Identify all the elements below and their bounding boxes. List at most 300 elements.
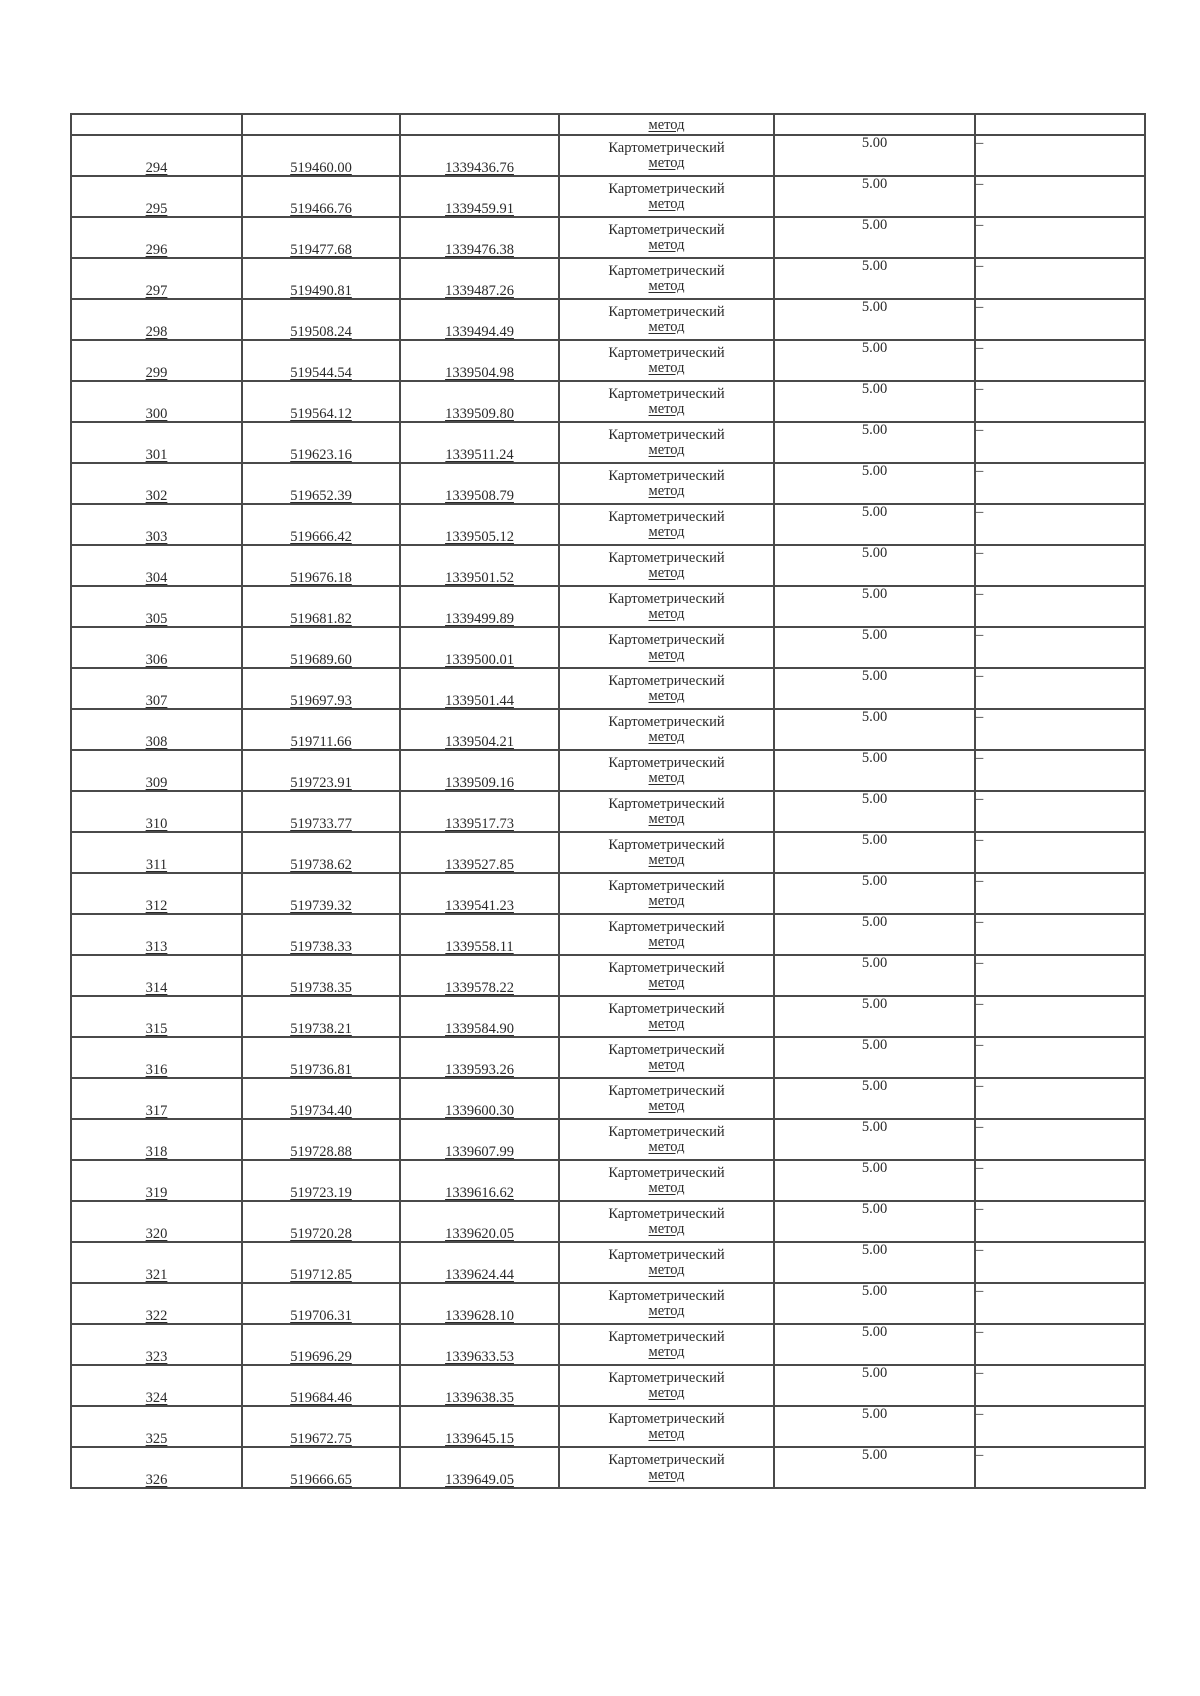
- method-line-1: Картометрический: [608, 427, 725, 443]
- method-cell: [559, 1119, 774, 1160]
- point-number-cell: [71, 545, 242, 586]
- table-row: [71, 1324, 1145, 1365]
- table-body: [71, 114, 1145, 1488]
- x-coordinate-cell: [242, 1119, 400, 1160]
- method-line-1: Картометрический: [608, 837, 725, 853]
- point-number-cell: [71, 832, 242, 873]
- precision-value: 5.00: [861, 422, 888, 438]
- point-number: 318: [145, 1143, 168, 1160]
- x-coordinate-cell: [242, 381, 400, 422]
- table-row: [71, 709, 1145, 750]
- y-coordinate-cell: [400, 791, 559, 832]
- precision-value: 5.00: [861, 668, 888, 684]
- description-cell: [975, 750, 1145, 791]
- y-coordinate: 1339501.44: [445, 692, 514, 709]
- point-number: 297: [145, 282, 168, 299]
- method-line-2: метод: [648, 933, 685, 950]
- x-coordinate: 519460.00: [290, 159, 352, 176]
- x-coordinate-cell: [242, 750, 400, 791]
- precision-cell: [774, 1119, 975, 1160]
- x-coordinate: 519738.33: [290, 938, 352, 955]
- x-coordinate: 519711.66: [290, 733, 352, 750]
- table-row: [71, 627, 1145, 668]
- point-number: 304: [145, 569, 168, 586]
- x-coordinate-cell: [242, 1078, 400, 1119]
- description-cell: [975, 996, 1145, 1037]
- point-number: 294: [145, 159, 168, 176]
- y-coordinate-cell: [400, 135, 559, 176]
- x-coordinate: 519696.29: [290, 1348, 352, 1365]
- description-value: –: [976, 1160, 984, 1176]
- description-value: –: [976, 996, 984, 1012]
- point-number-cell: [71, 586, 242, 627]
- point-number-cell: [71, 627, 242, 668]
- method-line-1: Картометрический: [608, 181, 725, 197]
- y-coordinate: 1339487.26: [445, 282, 514, 299]
- precision-value: 5.00: [861, 1201, 888, 1217]
- description-cell: [975, 709, 1145, 750]
- description-cell: [975, 1037, 1145, 1078]
- method-cell: [559, 1447, 774, 1488]
- precision-cell: [774, 1447, 975, 1488]
- method-line-2: метод: [648, 482, 685, 499]
- point-number-cell: [71, 217, 242, 258]
- method-line-1: Картометрический: [608, 1083, 725, 1099]
- point-number-cell: [71, 299, 242, 340]
- empty-cell: [242, 114, 400, 135]
- y-coordinate: 1339494.49: [445, 323, 514, 340]
- x-coordinate: 519466.76: [290, 200, 352, 217]
- method-line-1: Картометрический: [608, 714, 725, 730]
- x-coordinate: 519490.81: [290, 282, 352, 299]
- description-value: –: [976, 1078, 984, 1094]
- method-line-2: метод: [648, 1056, 685, 1073]
- description-value: –: [976, 955, 984, 971]
- y-coordinate: 1339593.26: [445, 1061, 514, 1078]
- description-value: –: [976, 217, 984, 233]
- y-coordinate: 1339541.23: [445, 897, 514, 914]
- precision-value: 5.00: [861, 1037, 888, 1053]
- precision-cell: [774, 709, 975, 750]
- point-number-cell: [71, 873, 242, 914]
- point-number-cell: [71, 1037, 242, 1078]
- x-coordinate-cell: [242, 217, 400, 258]
- description-cell: [975, 1078, 1145, 1119]
- method-line-1: Картометрический: [608, 550, 725, 566]
- method-cell: [559, 545, 774, 586]
- method-cell: [559, 135, 774, 176]
- table-row: [71, 1447, 1145, 1488]
- table-row: [71, 1160, 1145, 1201]
- precision-cell: [774, 914, 975, 955]
- method-cell: [559, 914, 774, 955]
- description-value: –: [976, 299, 984, 315]
- x-coordinate: 519564.12: [290, 405, 352, 422]
- x-coordinate-cell: [242, 299, 400, 340]
- x-coordinate: 519672.75: [290, 1430, 352, 1447]
- precision-value: 5.00: [861, 1365, 888, 1381]
- method-line-2: метод: [648, 564, 685, 581]
- point-number: 308: [145, 733, 168, 750]
- description-cell: [975, 955, 1145, 996]
- table-row: [71, 873, 1145, 914]
- method-line-2: метод: [648, 1261, 685, 1278]
- method-line-2: метод: [648, 892, 685, 909]
- empty-cell: [71, 114, 242, 135]
- y-coordinate: 1339499.89: [445, 610, 514, 627]
- method-cell: [559, 1242, 774, 1283]
- y-coordinate-cell: [400, 545, 559, 586]
- description-cell: [975, 791, 1145, 832]
- precision-cell: [774, 1160, 975, 1201]
- description-cell: [975, 422, 1145, 463]
- precision-value: 5.00: [861, 545, 888, 561]
- description-cell: [975, 176, 1145, 217]
- precision-cell: [774, 873, 975, 914]
- x-coordinate-cell: [242, 791, 400, 832]
- method-cell: [559, 750, 774, 791]
- y-coordinate-cell: [400, 832, 559, 873]
- point-number-cell: [71, 463, 242, 504]
- point-number-cell: [71, 1119, 242, 1160]
- precision-value: 5.00: [861, 873, 888, 889]
- point-number: 298: [145, 323, 168, 340]
- method-cell: [559, 381, 774, 422]
- point-number-cell: [71, 955, 242, 996]
- description-cell: [975, 381, 1145, 422]
- y-coordinate-cell: [400, 1283, 559, 1324]
- method-cell: [559, 832, 774, 873]
- precision-cell: [774, 1406, 975, 1447]
- precision-value: 5.00: [861, 135, 888, 151]
- description-cell: [975, 463, 1145, 504]
- method-line-2: метод: [648, 236, 685, 253]
- precision-cell: [774, 1365, 975, 1406]
- x-coordinate-cell: [242, 258, 400, 299]
- method-cell: [559, 955, 774, 996]
- point-number-cell: [71, 381, 242, 422]
- x-coordinate: 519684.46: [290, 1389, 352, 1406]
- y-coordinate-cell: [400, 1365, 559, 1406]
- description-cell: [975, 1283, 1145, 1324]
- y-coordinate: 1339558.11: [445, 938, 514, 955]
- continuation-row: [71, 114, 1145, 135]
- method-line-2: метод: [648, 1384, 685, 1401]
- x-coordinate: 519738.62: [290, 856, 352, 873]
- x-coordinate-cell: [242, 586, 400, 627]
- precision-cell: [774, 258, 975, 299]
- point-number-cell: [71, 176, 242, 217]
- y-coordinate-cell: [400, 1160, 559, 1201]
- y-coordinate-cell: [400, 340, 559, 381]
- point-number: 326: [145, 1471, 168, 1488]
- method-cell: [559, 463, 774, 504]
- precision-cell: [774, 668, 975, 709]
- description-value: –: [976, 914, 984, 930]
- table-row: [71, 381, 1145, 422]
- x-coordinate: 519689.60: [290, 651, 352, 668]
- y-coordinate: 1339509.80: [445, 405, 514, 422]
- x-coordinate: 519681.82: [290, 610, 352, 627]
- description-value: –: [976, 873, 984, 889]
- description-value: –: [976, 176, 984, 192]
- precision-cell: [774, 791, 975, 832]
- point-number: 320: [145, 1225, 168, 1242]
- y-coordinate-cell: [400, 873, 559, 914]
- table-row: [71, 1078, 1145, 1119]
- point-number-cell: [71, 1160, 242, 1201]
- y-coordinate-cell: [400, 709, 559, 750]
- precision-cell: [774, 627, 975, 668]
- description-cell: [975, 1242, 1145, 1283]
- method-line-1: Картометрический: [608, 1206, 725, 1222]
- x-coordinate: 519728.88: [290, 1143, 352, 1160]
- x-coordinate-cell: [242, 1201, 400, 1242]
- y-coordinate: 1339638.35: [445, 1389, 514, 1406]
- table-row: [71, 135, 1145, 176]
- method-line-1: Картометрический: [608, 673, 725, 689]
- point-number: 323: [145, 1348, 168, 1365]
- description-cell: [975, 873, 1145, 914]
- y-coordinate-cell: [400, 750, 559, 791]
- y-coordinate: 1339500.01: [445, 651, 514, 668]
- method-line-1: Картометрический: [608, 632, 725, 648]
- y-coordinate-cell: [400, 1242, 559, 1283]
- precision-cell: [774, 750, 975, 791]
- x-coordinate: 519508.24: [290, 323, 352, 340]
- method-line-2: метод: [648, 277, 685, 294]
- y-coordinate: 1339584.90: [445, 1020, 514, 1037]
- y-coordinate: 1339620.05: [445, 1225, 514, 1242]
- x-coordinate-cell: [242, 1242, 400, 1283]
- precision-cell: [774, 955, 975, 996]
- precision-value: 5.00: [861, 176, 888, 192]
- precision-cell: [774, 135, 975, 176]
- y-coordinate: 1339505.12: [445, 528, 514, 545]
- table-row: [71, 586, 1145, 627]
- precision-value: 5.00: [861, 996, 888, 1012]
- x-coordinate-cell: [242, 1160, 400, 1201]
- precision-cell: [774, 586, 975, 627]
- description-cell: [975, 504, 1145, 545]
- y-coordinate: 1339459.91: [445, 200, 514, 217]
- method-cell: [559, 1160, 774, 1201]
- method-line-1: Картометрический: [608, 755, 725, 771]
- coordinates-table: [70, 113, 1146, 1489]
- y-coordinate-cell: [400, 914, 559, 955]
- precision-value: 5.00: [861, 1324, 888, 1340]
- point-number-cell: [71, 1242, 242, 1283]
- method-line-2: метод: [648, 1179, 685, 1196]
- description-value: –: [976, 1119, 984, 1135]
- description-value: –: [976, 1242, 984, 1258]
- point-number: 312: [145, 897, 168, 914]
- method-line-2: метод: [648, 359, 685, 376]
- description-value: –: [976, 1201, 984, 1217]
- precision-value: 5.00: [861, 627, 888, 643]
- precision-cell: [774, 217, 975, 258]
- method-line-2: метод: [648, 1466, 685, 1483]
- method-line-1: Картометрический: [608, 1001, 725, 1017]
- description-cell: [975, 1324, 1145, 1365]
- method-cell: [559, 1365, 774, 1406]
- precision-value: 5.00: [861, 217, 888, 233]
- method-cell: [559, 709, 774, 750]
- x-coordinate-cell: [242, 1447, 400, 1488]
- point-number: 300: [145, 405, 168, 422]
- method-line-2: метод: [648, 400, 685, 417]
- method-line-1: Картометрический: [608, 591, 725, 607]
- point-number: 316: [145, 1061, 168, 1078]
- point-number: 322: [145, 1307, 168, 1324]
- point-number: 295: [145, 200, 168, 217]
- description-value: –: [976, 381, 984, 397]
- y-coordinate: 1339504.98: [445, 364, 514, 381]
- precision-cell: [774, 340, 975, 381]
- method-cell: [559, 1078, 774, 1119]
- precision-value: 5.00: [861, 955, 888, 971]
- method-line-1: Картометрический: [608, 468, 725, 484]
- x-coordinate-cell: [242, 340, 400, 381]
- y-coordinate-cell: [400, 955, 559, 996]
- x-coordinate-cell: [242, 832, 400, 873]
- method-line-1: Картометрический: [608, 345, 725, 361]
- method-line-2: метод: [648, 687, 685, 704]
- precision-value: 5.00: [861, 258, 888, 274]
- method-cell: [559, 791, 774, 832]
- x-coordinate: 519733.77: [290, 815, 352, 832]
- table-row: [71, 750, 1145, 791]
- description-cell: [975, 340, 1145, 381]
- point-number-cell: [71, 1201, 242, 1242]
- method-cell: [559, 217, 774, 258]
- table-row: [71, 299, 1145, 340]
- y-coordinate: 1339476.38: [445, 241, 514, 258]
- precision-value: 5.00: [861, 340, 888, 356]
- description-cell: [975, 1447, 1145, 1488]
- y-coordinate: 1339509.16: [445, 774, 514, 791]
- x-coordinate: 519666.65: [290, 1471, 352, 1488]
- precision-value: 5.00: [861, 1283, 888, 1299]
- method-line-2: метод: [648, 523, 685, 540]
- x-coordinate-cell: [242, 1037, 400, 1078]
- precision-cell: [774, 504, 975, 545]
- description-value: –: [976, 750, 984, 766]
- precision-cell: [774, 1242, 975, 1283]
- y-coordinate-cell: [400, 1406, 559, 1447]
- x-coordinate: 519738.35: [290, 979, 352, 996]
- method-line-1: Картометрический: [608, 796, 725, 812]
- x-coordinate: 519720.28: [290, 1225, 352, 1242]
- y-coordinate: 1339508.79: [445, 487, 514, 504]
- precision-value: 5.00: [861, 299, 888, 315]
- precision-value: 5.00: [861, 1160, 888, 1176]
- x-coordinate: 519666.42: [290, 528, 352, 545]
- y-coordinate-cell: [400, 1037, 559, 1078]
- description-cell: [975, 832, 1145, 873]
- description-value: –: [976, 340, 984, 356]
- table-row: [71, 217, 1145, 258]
- table-row: [71, 422, 1145, 463]
- description-cell: [975, 1406, 1145, 1447]
- precision-cell: [774, 1078, 975, 1119]
- table-row: [71, 832, 1145, 873]
- precision-value: 5.00: [861, 1242, 888, 1258]
- description-value: –: [976, 832, 984, 848]
- y-coordinate-cell: [400, 176, 559, 217]
- precision-value: 5.00: [861, 750, 888, 766]
- precision-value: 5.00: [861, 381, 888, 397]
- point-number-cell: [71, 258, 242, 299]
- point-number: 317: [145, 1102, 168, 1119]
- x-coordinate-cell: [242, 627, 400, 668]
- description-cell: [975, 299, 1145, 340]
- point-number-cell: [71, 668, 242, 709]
- x-coordinate: 519723.91: [290, 774, 352, 791]
- y-coordinate-cell: [400, 299, 559, 340]
- x-coordinate: 519734.40: [290, 1102, 352, 1119]
- description-cell: [975, 586, 1145, 627]
- point-number: 311: [145, 856, 168, 873]
- precision-value: 5.00: [861, 709, 888, 725]
- x-coordinate: 519544.54: [290, 364, 352, 381]
- y-coordinate-cell: [400, 381, 559, 422]
- precision-value: 5.00: [861, 1406, 888, 1422]
- precision-cell: [774, 299, 975, 340]
- point-number: 303: [145, 528, 168, 545]
- description-value: –: [976, 504, 984, 520]
- precision-value: 5.00: [861, 1119, 888, 1135]
- description-value: –: [976, 627, 984, 643]
- precision-value: 5.00: [861, 791, 888, 807]
- point-number: 309: [145, 774, 168, 791]
- method-line-1: Картометрический: [608, 140, 725, 156]
- point-number: 296: [145, 241, 168, 258]
- precision-value: 5.00: [861, 504, 888, 520]
- method-line-2: метод: [648, 1343, 685, 1360]
- x-coordinate: 519712.85: [290, 1266, 352, 1283]
- method-line-2: метод: [648, 810, 685, 827]
- empty-cell: [975, 114, 1145, 135]
- point-number: 324: [145, 1389, 168, 1406]
- description-value: –: [976, 1283, 984, 1299]
- method-cell: [559, 627, 774, 668]
- point-number-cell: [71, 914, 242, 955]
- point-number: 307: [145, 692, 168, 709]
- point-number: 301: [145, 446, 168, 463]
- method-line-2: метод: [648, 1220, 685, 1237]
- y-coordinate: 1339607.99: [445, 1143, 514, 1160]
- x-coordinate: 519723.19: [290, 1184, 352, 1201]
- method-line-2: метод: [648, 728, 685, 745]
- y-coordinate-cell: [400, 463, 559, 504]
- x-coordinate-cell: [242, 1365, 400, 1406]
- point-number-cell: [71, 1324, 242, 1365]
- point-number: 299: [145, 364, 168, 381]
- table-row: [71, 914, 1145, 955]
- method-line-1: Картометрический: [608, 1247, 725, 1263]
- description-cell: [975, 1119, 1145, 1160]
- method-cell: [559, 873, 774, 914]
- y-coordinate: 1339501.52: [445, 569, 514, 586]
- empty-cell: [774, 114, 975, 135]
- x-coordinate-cell: [242, 1283, 400, 1324]
- point-number: 325: [145, 1430, 168, 1447]
- method-cell-tail: [559, 114, 774, 135]
- x-coordinate-cell: [242, 996, 400, 1037]
- method-line-2: метод: [648, 1302, 685, 1319]
- method-line-1: Картометрический: [608, 386, 725, 402]
